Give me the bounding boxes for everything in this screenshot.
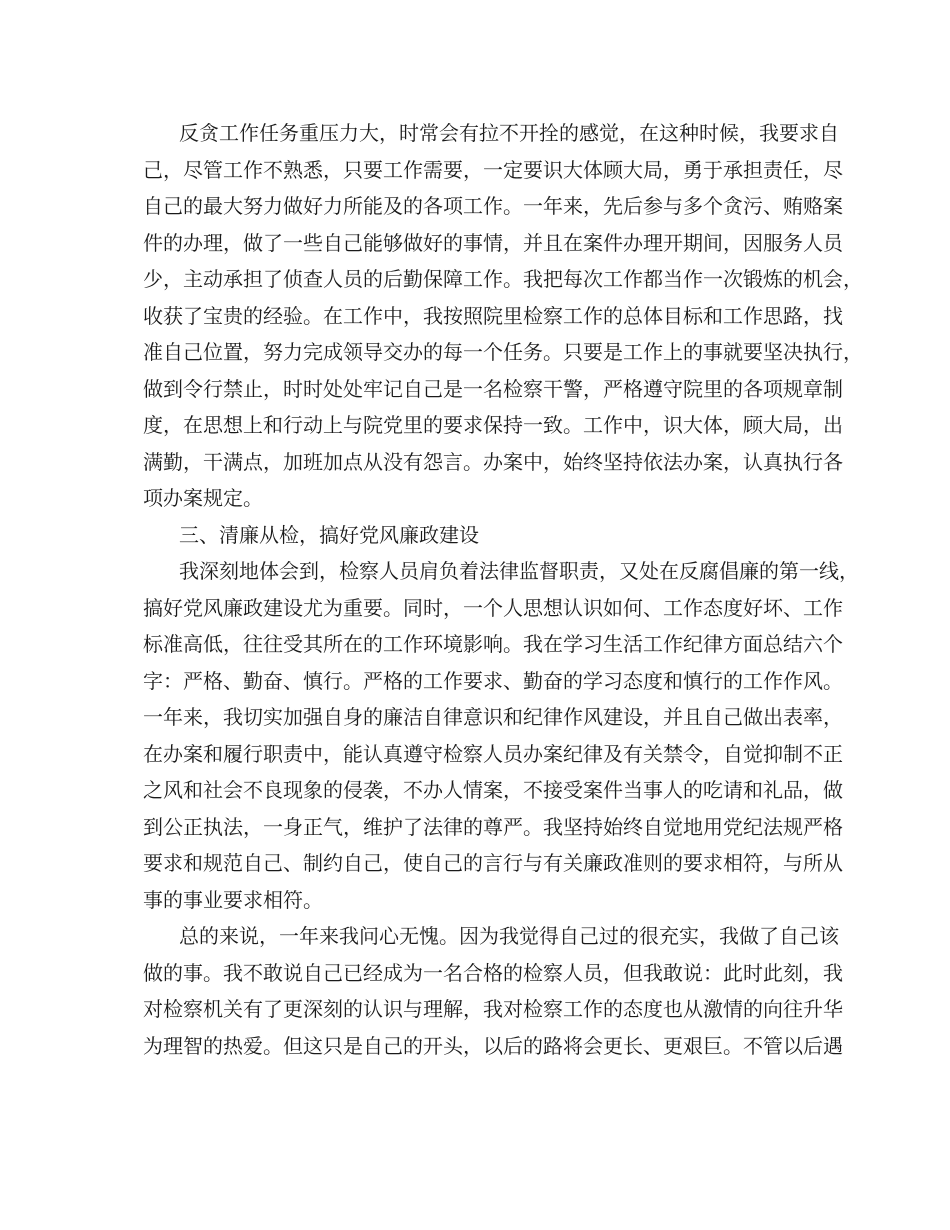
paragraph-line: 要求和规范自己、制约自己，使自己的言行与有关廉政准则的要求相符，与所从 [143,851,843,875]
paragraph-line: 做到令行禁止，时时处处牢记自己是一名检察干警，严格遵守院里的各项规章制 [143,376,843,401]
paragraph-line: 为理智的热爱。但这只是自己的开头，以后的路将会更长、更艰巨。不管以后遇 [143,1033,843,1058]
paragraph-line: 到公正执法，一身正气，维护了法律的尊严。我坚持始终自觉地用党纪法规严格 [143,814,843,839]
paragraph-line: 己，尽管工作不熟悉，只要工作需要，一定要识大体顾大局，勇于承担责任，尽 [143,157,843,182]
section-heading: 三、清廉从检，搞好党风廉政建设 [179,522,479,547]
paragraph-line: 在办案和履行职责中，能认真遵守检察人员办案纪律及有关禁令，自觉抑制不正 [143,741,843,766]
paragraph-line: 总的来说，一年来我问心无愧。因为我觉得自己过的很充实，我做了自己该 [179,924,839,948]
paragraph-line: 满勤，干满点，加班加点从没有怨言。办案中，始终坚持依法办案，认真执行各 [143,449,843,474]
paragraph-line: 自己的最大努力做好力所能及的各项工作。一年来，先后参与多个贪污、贿赂案 [143,194,843,218]
paragraph-line: 我深刻地体会到，检察人员肩负着法律监督职责，又处在反腐倡廉的第一线， [179,559,859,583]
paragraph-line: 反贪工作任务重压力大，时常会有拉不开拴的感觉，在这种时候，我要求自 [179,121,839,145]
paragraph-line: 事的事业要求相符。 [143,887,323,912]
paragraph-line: 准自己位置，努力完成领导交办的每一个任务。只要是工作上的事就要坚决执行， [143,340,863,364]
paragraph-line: 收获了宝贵的经验。在工作中，我按照院里检察工作的总体目标和工作思路，找 [143,303,843,328]
paragraph-line: 度，在思想上和行动上与院党里的要求保持一致。工作中，识大体，顾大局，出 [143,413,843,437]
document-body [143,115,863,1064]
paragraph-line: 件的办理，做了一些自己能够做好的事情，并且在案件办理开期间，因服务人员 [143,230,843,255]
paragraph-line: 对检察机关有了更深刻的认识与理解，我对检察工作的态度也从激情的向往升华 [143,997,843,1021]
paragraph-line: 字：严格、勤奋、慎行。严格的工作要求、勤奋的学习态度和慎行的工作作风。 [143,668,843,693]
paragraph-line: 搞好党风廉政建设尤为重要。同时，一个人思想认识如何、工作态度好坏、工作 [143,595,843,620]
paragraph-line: 项办案规定。 [143,486,263,510]
paragraph-line: 之风和社会不良现象的侵袭，不办人情案，不接受案件当事人的吃请和礼品，做 [143,778,843,802]
paragraph-line: 少，主动承担了侦查人员的后勤保障工作。我把每次工作都当作一次锻炼的机会， [143,267,863,291]
paragraph-line: 做的事。我不敢说自己已经成为一名合格的检察人员，但我敢说：此时此刻，我 [143,960,843,985]
paragraph-line: 一年来，我切实加强自身的廉洁自律意识和纪律作风建设，并且自己做出表率， [143,705,843,729]
paragraph-line: 标准高低，往往受其所在的工作环境影响。我在学习生活工作纪律方面总结六个 [143,632,843,656]
